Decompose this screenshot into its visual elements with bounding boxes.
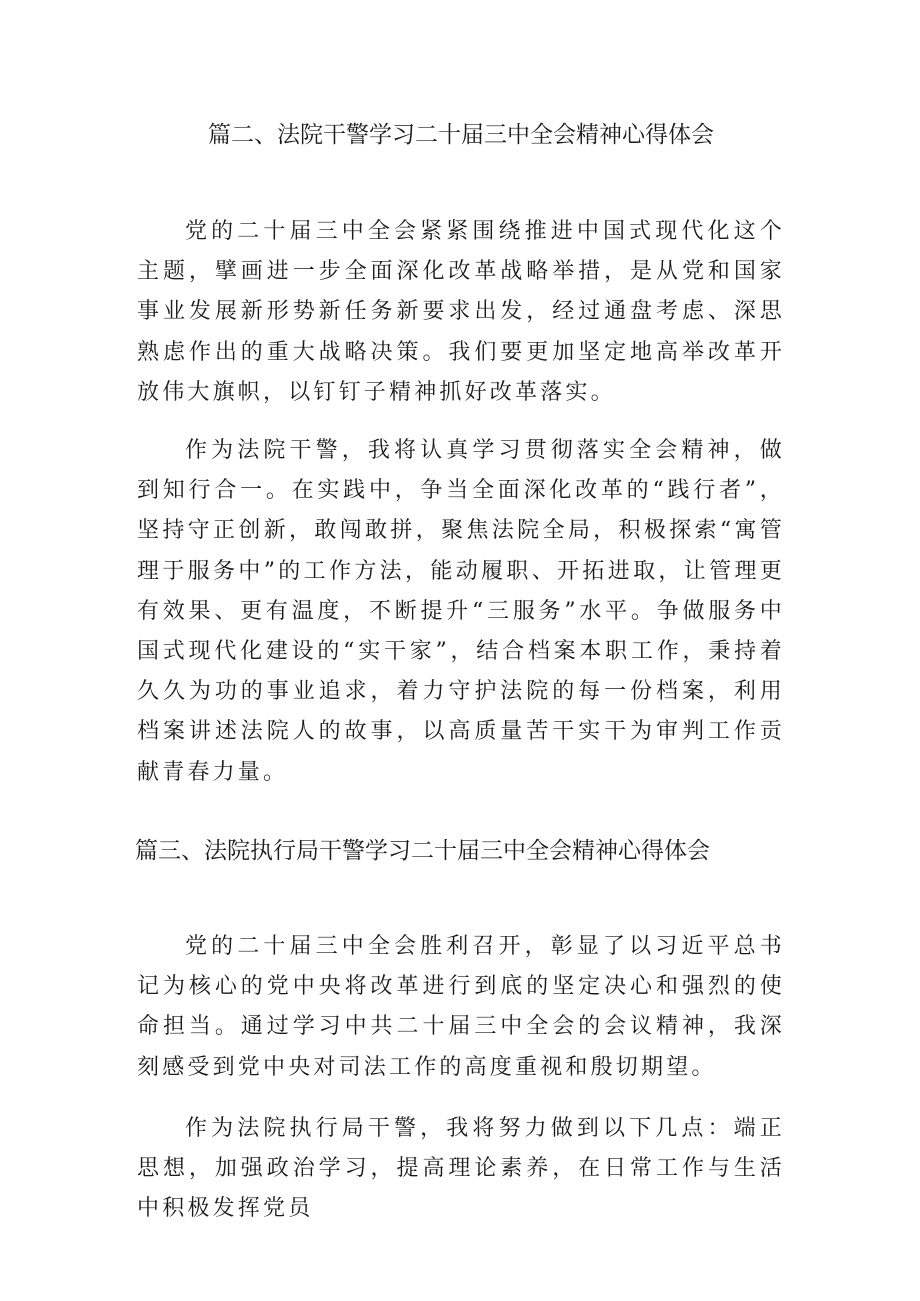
section-heading-3: 篇三、法院执行局干警学习二十届三中全会精神心得体会 xyxy=(135,838,710,864)
paragraph: 作为法院干警，我将认真学习贯彻落实全会精神，做到知行合一。在实践中，争当全面深化改革的“践行者”，坚持守正创新，敢闯敢拼，聚焦法院全局，积极探索“寓管理于服务中”的工作方法，能动履职、开拓进取，让管理更有效果、更有温度，不断提升“三服务”水平。争做服务中国式现代化建设的“实干家”，结合档案本职工作，秉持着久久为功的事业追求，着力守护法院的每一份档案，利用档案讲述法院人的故事，以高质量苦干实干为审判工作贡献青春力量。 xyxy=(137,438,785,785)
paragraph: 党的二十届三中全会紧紧围绕推进中国式现代化这个主题，擘画进一步全面深化改革战略举措，是从党和国家事业发展新形势新任务新要求出发，经过通盘考虑、深思熟虑作出的重大战略决策。我们要更加坚定地高举改革开放伟大旗帜，以钉钉子精神抓好改革落实。 xyxy=(137,219,785,405)
paragraph: 党的二十届三中全会胜利召开，彰显了以习近平总书记为核心的党中央将改革进行到底的坚定决心和强烈的使命担当。通过学习中共二十届三中全会的会议精神，我深刻感受到党中央对司法工作的高度重视和殷切期望。 xyxy=(137,934,785,1080)
paragraph: 作为法院执行局干警，我将努力做到以下几点：端正思想，加强政治学习，提高理论素养，在日常工作与生活中积极发挥党员 xyxy=(137,1116,785,1222)
section-heading-2: 篇二、法院干警学习二十届三中全会精神心得体会 xyxy=(208,122,714,148)
